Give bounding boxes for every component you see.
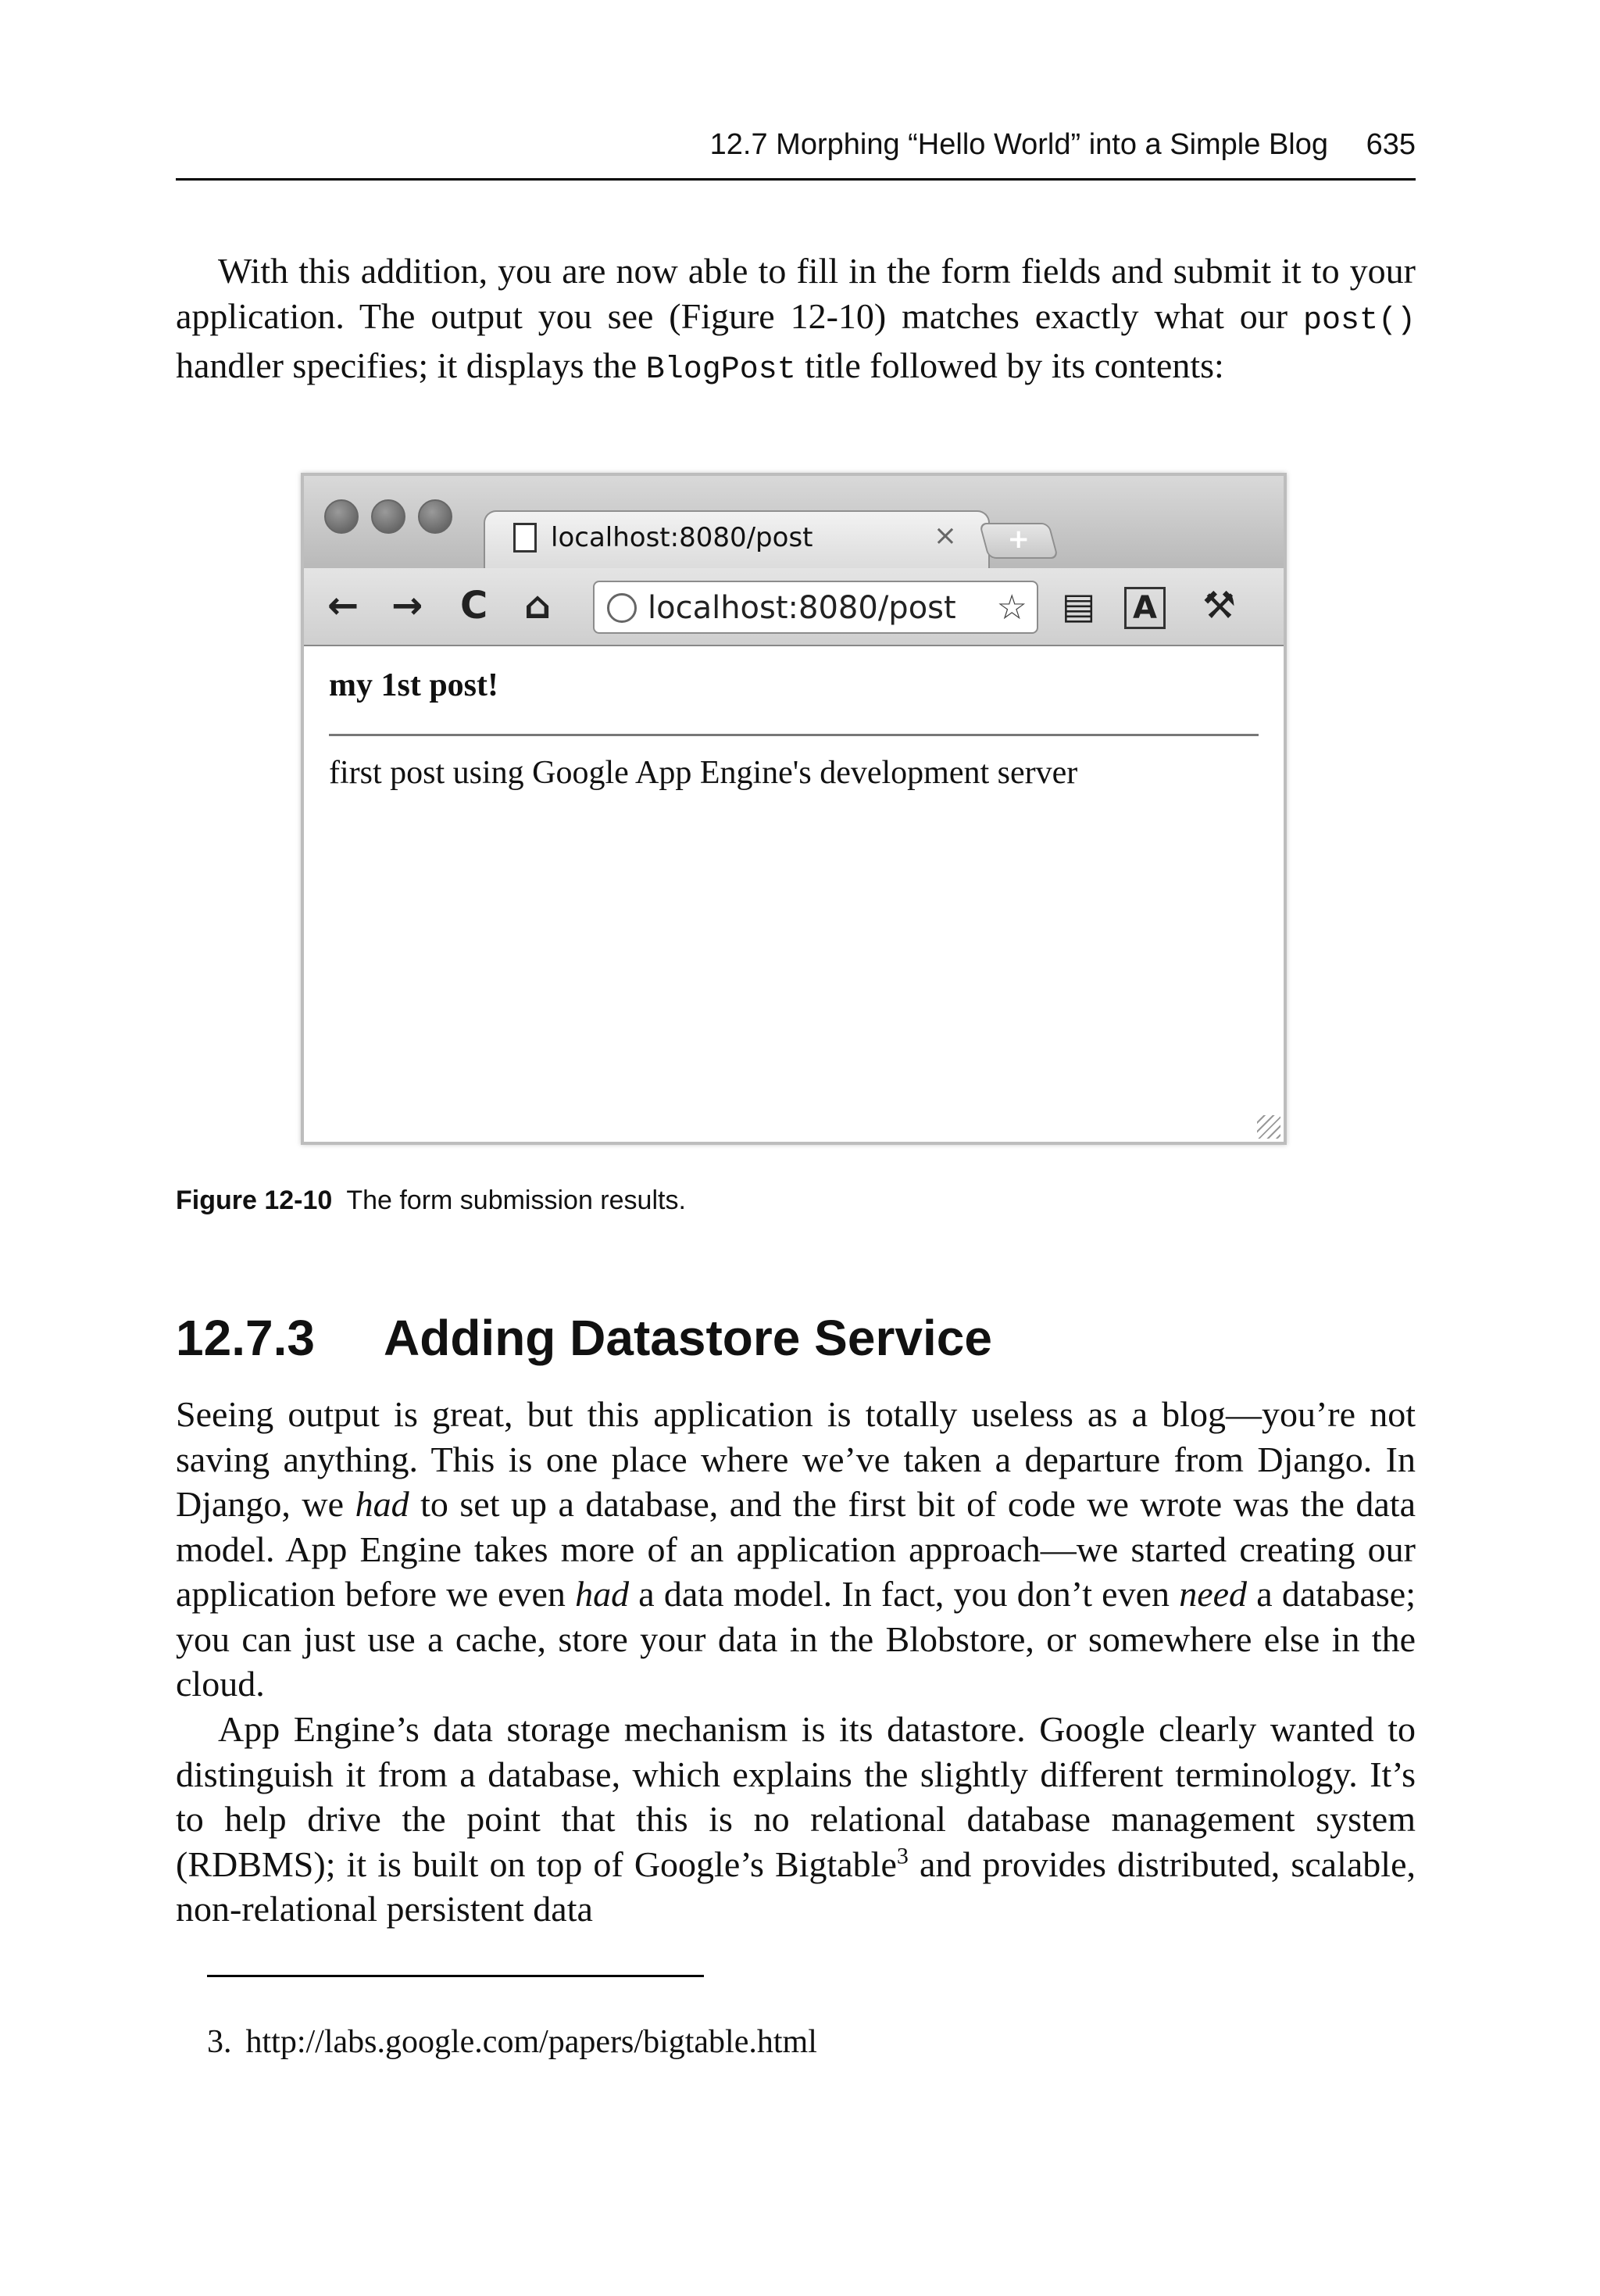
minimize-window-icon[interactable] <box>371 499 405 534</box>
post-body: first post using Google App Engine's development server <box>329 755 1078 791</box>
intro-text-2: handler specifies; it displays the <box>176 345 646 385</box>
footnote-rule <box>207 1975 704 1977</box>
datastore-paragraph-2 <box>176 1707 1416 1932</box>
p2-text-4: a database; you can just use a cache, store your data in the Blobstore, or somewhere else in the cloud. <box>176 1574 1416 1704</box>
forward-arrow-icon[interactable]: → <box>391 584 423 628</box>
footnote-ref[interactable]: 3 <box>896 1843 909 1869</box>
browser-window-figure <box>301 473 1287 1145</box>
intro-text-3: title followed by its contents: <box>795 345 1224 385</box>
url-input[interactable] <box>648 590 968 626</box>
post-title: my 1st post! <box>329 667 498 703</box>
home-icon[interactable]: ⌂ <box>524 584 552 628</box>
code-blogpost: BlogPost <box>645 352 796 388</box>
section-number: 12.7.3 <box>176 1310 315 1366</box>
browser-toolbar <box>304 568 1284 646</box>
figure-caption-text: The form submission results. <box>346 1186 686 1215</box>
tab-title: localhost:8080/post <box>551 522 813 553</box>
section-title: Adding Datastore Service <box>384 1310 992 1366</box>
reload-icon[interactable]: C <box>460 584 488 628</box>
post-divider <box>329 734 1259 736</box>
figure-label: Figure 12-10 <box>176 1186 333 1215</box>
running-head <box>176 123 1416 181</box>
p3-text-1: App Engine’s data storage mechanism is its datastore. Google clearly wanted to distinguish it from a database, which explains the slightly different terminology. It’s to help drive the point that this is no relational database management system (RDBMS); it is built on top of Google’s Bigtable <box>176 1709 1416 1884</box>
page-number: 635 <box>1366 128 1416 161</box>
intro-paragraph <box>176 249 1416 393</box>
globe-icon <box>607 593 637 623</box>
wrench-icon[interactable]: ⚒ <box>1202 584 1237 628</box>
new-tab-button[interactable] <box>979 523 1059 559</box>
address-bar[interactable] <box>593 581 1038 634</box>
zoom-window-icon[interactable] <box>418 499 452 534</box>
p2-em-had-2: had <box>575 1574 630 1614</box>
translate-icon[interactable]: A <box>1124 587 1166 629</box>
page-icon <box>513 523 537 553</box>
browser-titlebar <box>304 476 1284 568</box>
p2-text-1: Seeing output is great, but this application is totally useless as a blog—you’re not saving anything. This is one place where we’ve taken a departure from Django. In Django, we <box>176 1394 1416 1524</box>
browser-viewport <box>304 646 1284 1142</box>
footnote <box>207 2021 817 2063</box>
plus-icon: + <box>1007 524 1030 555</box>
browser-tab[interactable] <box>484 510 990 568</box>
p3-text-2: and provides distributed, scalable, non-relational persistent data <box>176 1844 1416 1929</box>
p2-em-had-1: had <box>355 1484 409 1524</box>
running-head-title: 12.7 Morphing “Hello World” into a Simple Blog <box>709 128 1328 161</box>
p2-text-3: a data model. In fact, you don’t even <box>629 1574 1180 1614</box>
tab-close-icon[interactable]: × <box>933 520 957 552</box>
footnote-number: 3. <box>207 2024 232 2060</box>
p2-text-2: to set up a database, and the first bit of code we wrote was the data model. App Engine takes more of an application approach—we started creating our application before we even <box>176 1484 1416 1614</box>
section-heading <box>176 1307 992 1369</box>
close-window-icon[interactable] <box>324 499 359 534</box>
bookmark-star-icon[interactable]: ☆ <box>996 588 1027 628</box>
back-arrow-icon[interactable]: ← <box>327 584 359 628</box>
code-post-handler: post() <box>1302 302 1416 338</box>
intro-text-1: With this addition, you are now able to fill in the form fields and submit it to your application. The output you see (Figure 12-10) matches exactly what our <box>176 251 1416 336</box>
figure-caption <box>176 1182 686 1218</box>
page-menu-icon[interactable]: ▤ <box>1062 585 1096 627</box>
datastore-paragraph-1 <box>176 1392 1416 1707</box>
p2-em-need: need <box>1179 1574 1248 1614</box>
resize-grip-icon[interactable] <box>1257 1115 1280 1139</box>
footnote-link[interactable]: http://labs.google.com/papers/bigtable.html <box>245 2024 817 2060</box>
